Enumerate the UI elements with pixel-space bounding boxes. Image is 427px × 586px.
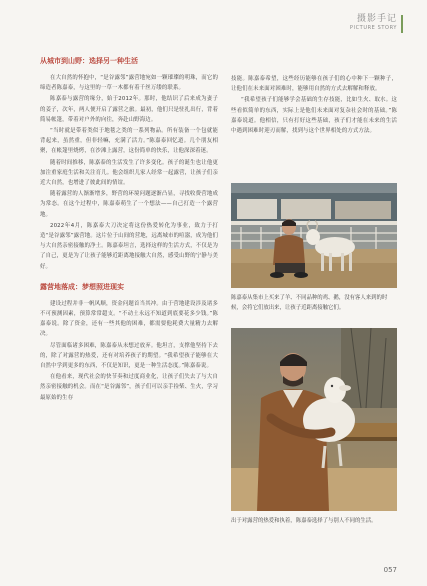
body-paragraph: 陈嘉泰与露营的缘分，始于2012年。那时，他结识了后来成为妻子的姜子，次年，两人便开启了露营之旅。最初，他们只是驻扎出行，背着简易帐篷，带着对户外的向往，奔赴山野海边。: [40, 96, 218, 123]
left-column: [40, 56, 218, 404]
body-paragraph: 建设过程并非一帆风顺，资金问题首当其冲。由于营地建设涉及诸多不可预测因素，预算常常超支。“不动土永远不知道到底要花多少钱。”陈嘉泰说。除了资金，还有一些其他的困难，都需要他耗费大量精力去解决。: [40, 300, 218, 338]
right-column: [231, 74, 397, 137]
body-paragraph: “我希望孩子们能够学会基础的生存技能，比如生火、取水。这些看似简单的东西，实际上是他们未来面对复杂社会时的基础。”陈嘉泰说道。他相信，只有打好这些基础，孩子们才能在未来的生活中遇到困难时迎刃而解，找到与这个世界相处的方式方法。: [231, 97, 397, 135]
photo1-caption: 陈嘉泰从集市上买来了羊、不同品种的鸡、鹅，没有客人来到的时候，会将它们放出来，让孩子近距离接触它们。: [231, 295, 388, 311]
body-paragraph: 技能。陈嘉泰希望，这些经历能够在孩子们的心中种下一颗种子，让他们在未来面对困难时，能够用自然的方式去解解和释放。: [231, 76, 397, 93]
page-header: [350, 14, 397, 32]
header-title-cn: 摄影手记: [356, 14, 397, 24]
photo-man-holding-goat: [231, 328, 397, 511]
body-paragraph: 尽管面临诸多困难，陈嘉泰从未想过放弃。他坦言，支撑他坚持下去的，除了对露营的热爱，还有对培养孩子的期望。“我希望孩子能够在大自然中学到更多的东西，不仅是知识，更是一种生活态度。”陈嘉泰说。: [40, 342, 218, 370]
header-title-en: PICTURE STORY: [349, 25, 397, 31]
section1-heading: 从城市到山野：选择另一种生活: [40, 57, 138, 65]
section2-heading: 露营地落成：梦想照进现实: [40, 282, 124, 291]
header-accent-bar: [401, 15, 403, 33]
body-paragraph: 在大自然的怀抱中，“是谷露邻”露营地宛如一颗璀璨的明珠，而它的缔造者陈嘉泰，与这里的一草一木都有着千丝万缕的联系。: [40, 75, 218, 92]
body-paragraph: 随着时间推移，陈嘉泰的生活发生了许多变化。孩子的诞生也让他更加注重家庭生活和关注育儿。他会组织儿家人经常一起露营，让孩子们亲近大自然，也增进了彼此间的情谊。: [40, 159, 218, 187]
photo2-caption: 出于对露营的热爱和执着，陈嘉泰选择了与别人不同的生活。: [231, 518, 377, 524]
body-paragraph: “当时就是带着类似于地毯之类的一系列物品。所有装备一个包就能背起来，虽然重，但非轻嘛，充满了活力。”陈嘉泰回忆道。几个朋友相聚，在帐篷里烧烤，在沙滩上露营，这份简单的快乐，让他深深着迷。: [40, 128, 218, 155]
body-paragraph: 2022年4月，陈嘉泰大刀决定将这份热爱转化为事业，致力于打造“是谷露邻”露营地。这片位于山间的营地，远离城市的喧嚣，成为他们与大自然亲密接触的净土。陈嘉泰坦言，选择这样的生活方式，不仅是为了自己，更是为了让孩子能够近距离地接触大自然，感受山野的宁静与美好。: [40, 222, 218, 270]
body-paragraph: 在他看来，现代社会的快节奏和过度商业化，让孩子们失去了与大自然亲密接触的机会。而在“是谷露邻”，孩子们可以亲手捡柴、生火，学习最原始的生存: [40, 374, 218, 401]
page-number: 057: [383, 566, 397, 574]
body-paragraph: 随着露营的人渐渐增多，野营的环境问题逐渐凸显，寻找收费营地成为常态。在这个过程中，陈嘉泰萌生了一个想法——自己打造一个露营地。: [40, 191, 218, 218]
photo-man-with-goat: [231, 183, 397, 288]
